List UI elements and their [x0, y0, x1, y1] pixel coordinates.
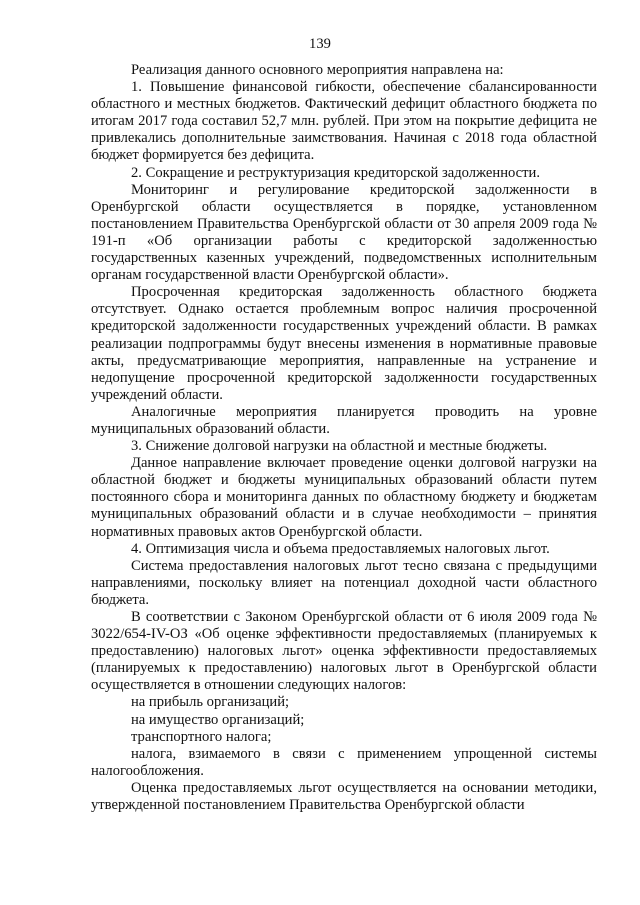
list-item-property-tax: на имущество организаций;: [131, 711, 305, 728]
paragraph-law: В соответствии с Законом Оренбургской области от 6 июля 2009 года № 3022/654-IV-ОЗ «Об оценке эффективности предоставляемых (планируемых к предоставлению) налоговых льгот» оценка эффективности предоставляемых (планируемых к предоставлению) налоговых льгот в Оренбургской области осуществляется в отношении следующих налогов:: [91, 609, 597, 694]
paragraph-item-2: 2. Сокращение и реструктуризация кредиторской задолженности.: [131, 164, 540, 181]
paragraph-item-3: 3. Снижение долговой нагрузки на областной и местные бюджеты.: [131, 438, 548, 455]
paragraph-overdue-debt: Просроченная кредиторская задолженность областного бюджета отсутствует. Однако остается проблемным вопрос наличия просроченной кредиторской задолженности государственных учреждений области. В рамках реализации подпрограммы будут внесены изменения в нормативные правовые акты, предусматривающие мероприятия, направленные на устранение и недопущение просроченной кредиторской задолженности государственных учреждений области.: [91, 284, 597, 403]
paragraph-methodology: Оценка предоставляемых льгот осуществляется на основании методики, утвержденной постановлением Правительства Оренбургской области: [91, 779, 597, 814]
paragraph-municipal: Аналогичные мероприятия планируется проводить на уровне муниципальных образований области.: [91, 403, 597, 437]
list-item-profit-tax: на прибыль организаций;: [131, 694, 290, 711]
paragraph-tax-system: Система предоставления налоговых льгот тесно связана с предыдущими направлениями, поскольку влияет на потенциал доходной части областного бюджета.: [91, 557, 597, 608]
paragraph-debt-load: Данное направление включает проведение оценки долговой нагрузки на областной бюджет и бюджеты муниципальных образований области путем постоянного сбора и мониторинга данных по областному бюджету и бюджетам муниципальных образований области и в случае необходимости – принятия нормативных правовых актов Оренбургской области.: [91, 455, 597, 540]
paragraph-intro: Реализация данного основного мероприятия направлена на:: [131, 62, 504, 78]
list-item-simplified-tax: налога, взимаемого в связи с применением упрощенной системы налогообложения.: [91, 745, 597, 779]
paragraph-item-4: 4. Оптимизация числа и объема предоставляемых налоговых льгот.: [131, 540, 550, 557]
body-text: [91, 62, 597, 814]
list-item-transport-tax: транспортного налога;: [131, 728, 272, 745]
page-number: 139: [309, 36, 331, 52]
paragraph-item-1: 1. Повышение финансовой гибкости, обеспечение сбалансированности областного и местных бюджетов. Фактический дефицит областного бюджета по итогам 2017 года составил 52,7 млн. рублей. При этом на покрытие дефицита не привлекались дополнительные заимствования. Начиная с 2018 года областной бюджет формируется без дефицита.: [91, 79, 597, 164]
paragraph-monitoring: Мониторинг и регулирование кредиторской задолженности в Оренбургской области осуществляется в порядке, установленном постановлением Правительства Оренбургской области от 30 апреля 2009 года № 191-п «Об организации работы с кредиторской задолженностью государственных казенных учреждений, подведомственных исполнительным органам государственной власти Оренбургской области».: [91, 181, 597, 284]
